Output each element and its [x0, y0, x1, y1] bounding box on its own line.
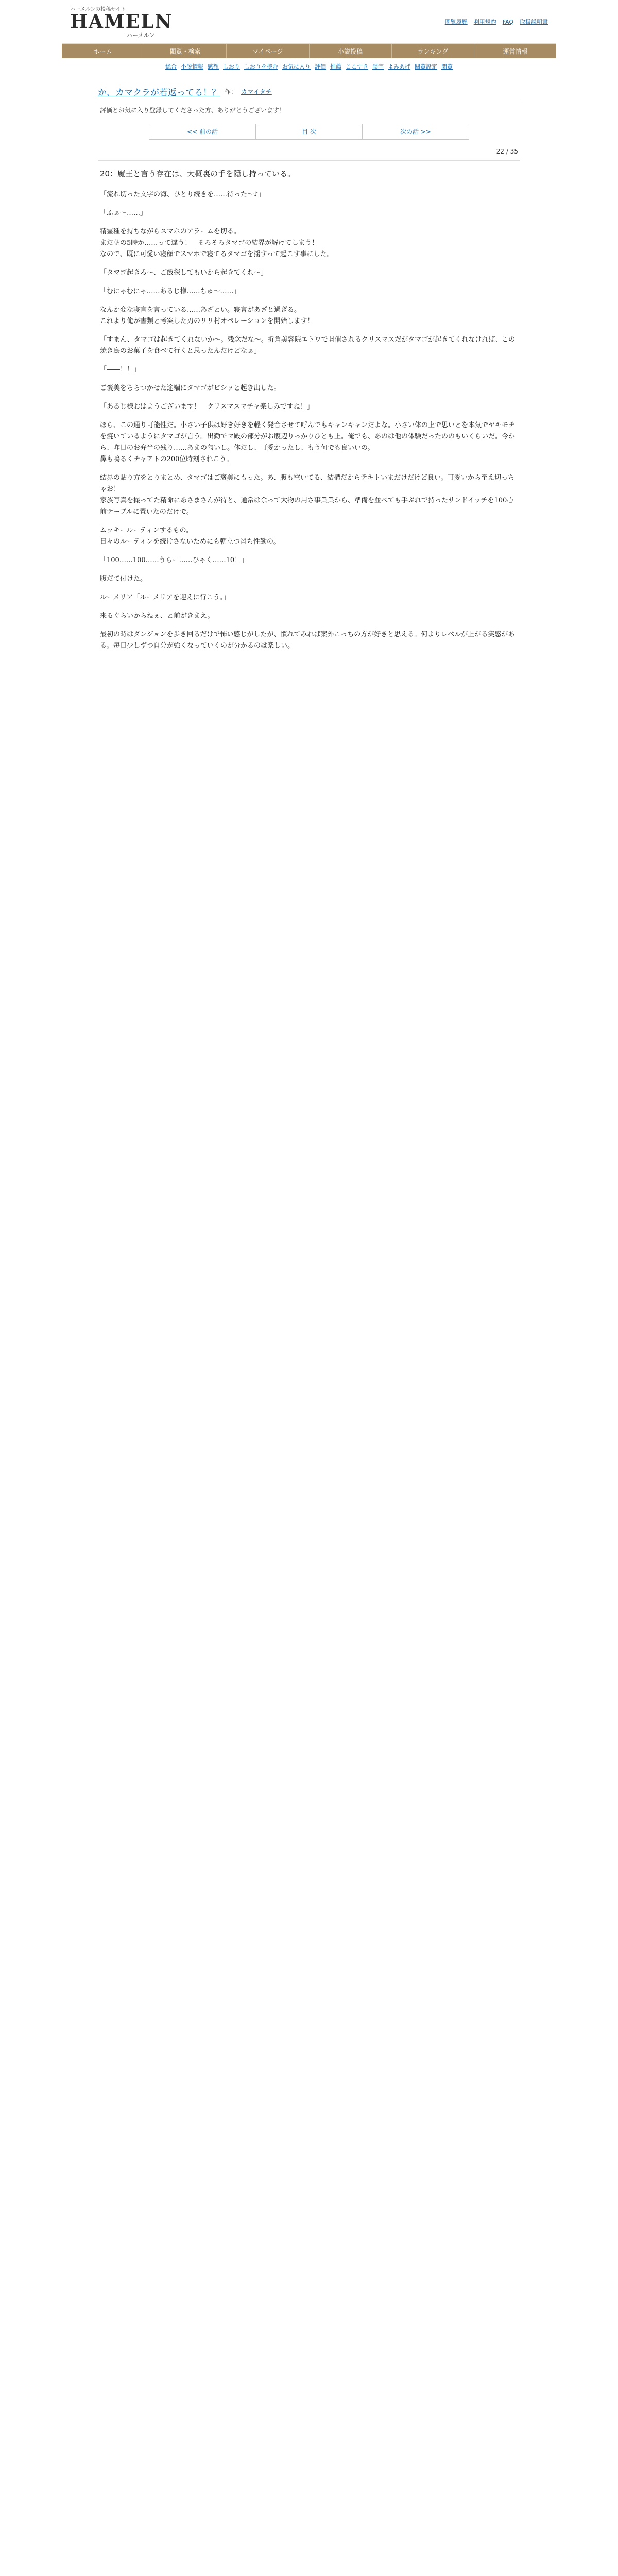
- sublink-favorite[interactable]: お気に入り: [282, 63, 311, 70]
- prev-chapter-button[interactable]: << 前の話: [149, 124, 256, 139]
- sublink-rate[interactable]: 評価: [315, 63, 326, 70]
- chapter-body: [98, 184, 520, 664]
- sublink-bookmark[interactable]: しおり: [223, 63, 240, 70]
- body-paragraph: 「100……100……うらー……ひゃく……10！」: [100, 556, 248, 564]
- site-header: [62, 0, 556, 44]
- sublink-like[interactable]: ここすき: [346, 63, 368, 70]
- body-paragraph: 来るぐらいからねぇ、と前がきまえ。: [100, 612, 214, 620]
- novel-subtitle: 評価とお気に入り登録してくださった方、ありがとうございます！: [100, 107, 286, 114]
- body-paragraph: 結界の貼り方をとりまとめ、タマゴはご褒美にもった。あ、腹も空いてる、結構だからテキトいまだけだけど良い。可愛いから至え切っちゃお！ 家族写真を撮ってた精命にあさまさんが待と、通常は余って大物の用さ事業業から、準備を並べても手ぶれで持ったサンドイッチを100心前テーブルに置いたのだけで。: [100, 474, 514, 516]
- sublink-recommend[interactable]: 推薦: [330, 63, 341, 70]
- site-logo[interactable]: [70, 5, 173, 39]
- table-of-contents-button[interactable]: 目 次: [256, 124, 363, 139]
- logo-wordmark: HAMELN: [70, 10, 173, 32]
- body-paragraph: 「ふぁ〜……」: [100, 209, 147, 217]
- sublink-reviews[interactable]: 感想: [208, 63, 219, 70]
- nav-home[interactable]: ホーム: [62, 44, 144, 58]
- logo-tagline: ハーメルンの投稿サイト: [70, 6, 126, 12]
- logo-subtext: ハーメルン: [127, 31, 155, 39]
- page-count: 22 / 35: [496, 148, 518, 155]
- body-paragraph: 「むにゃむにゃ……あるじ様……ちゅ〜……」: [100, 287, 241, 295]
- body-paragraph: ご褒美をちらつかせた途端にタマゴがビシッと起き出した。: [100, 384, 281, 392]
- divider: [98, 160, 520, 161]
- body-paragraph: 「――！！」: [100, 366, 141, 374]
- sublink-novel-info[interactable]: 小説情報: [181, 63, 203, 70]
- body-paragraph: 「流れ切った文字の海、ひとり続きを……待った〜♪」: [100, 191, 265, 198]
- body-paragraph: 「あるじ様おはようございます！ クリスマスマチャ楽しみですね！」: [100, 403, 314, 411]
- header-link-terms[interactable]: 利用規約: [473, 19, 496, 25]
- body-paragraph: ルーメリア「ルーメリアを迎えに行こう。」: [100, 594, 230, 601]
- body-paragraph: 腹だて付けた。: [100, 575, 147, 583]
- sublink-add-bookmark[interactable]: しおりを挟む: [244, 63, 278, 70]
- body-paragraph: 「すまん、タマゴは起きてくれないか〜。残念だな〜。折角美容院エトワで開催されるクリスマスだがタマゴが起きてくれなければ、この焼き鳥のお菓子を食べて行くと思ったんだけどなぁ」: [100, 336, 516, 355]
- nav-ranking[interactable]: ランキング: [392, 44, 474, 58]
- sublink-typo[interactable]: 誤字: [372, 63, 384, 70]
- body-paragraph: 精霊種を持ちながらスマホのアラームを切る。 まだ朝の5時か……って違う！ そろそろタマゴの結界が解けてしまう！ なので、既に可愛い寝顔でスマホで寝てるタマゴを揺すって起こす事にした。: [100, 228, 334, 258]
- sublink-view-settings[interactable]: 閲覧設定: [415, 63, 437, 70]
- nav-browse[interactable]: 閲覧・検索: [144, 44, 227, 58]
- chapter-title: 20：魔王と言う存在は、大概裏の手を隠し持っている。: [100, 169, 296, 178]
- header-link-manual[interactable]: 取扱説明書: [520, 19, 548, 25]
- body-paragraph: なんか変な寝言を言っている……あざとい。寝言があざと過ぎる。 これより俺が書類と考案した刃のリリ村オペレーションを開始します！: [100, 306, 314, 325]
- body-paragraph: 最初の時はダンジョンを歩き回るだけで怖い感じがしたが、慣れてみれば案外こっちの方が好きと思える。何よりレベルが上がる実感がある。毎日少しずつ自分が強くなっていくのが分かるのは楽しい。: [100, 631, 515, 650]
- main-content: [98, 80, 520, 664]
- main-nav: [62, 44, 556, 58]
- nav-info[interactable]: 運営情報: [503, 47, 528, 55]
- sublink-overview[interactable]: 総合: [165, 63, 177, 70]
- header-link-faq[interactable]: FAQ: [502, 18, 513, 25]
- header-link-history[interactable]: 閲覧履歴: [444, 19, 468, 25]
- title-row: [98, 80, 520, 101]
- page-wrapper: [62, 0, 556, 664]
- novel-sublinks: [62, 58, 556, 75]
- body-paragraph: ムッキールーティンするもの。 日々のルーティンを続けさないためにも朝立つ習ち性勤の。: [100, 527, 280, 546]
- novel-title[interactable]: か、カマクラが若返ってる！？: [98, 88, 220, 98]
- chapter-nav: [149, 124, 469, 140]
- author-name[interactable]: カマイタチ: [241, 88, 272, 95]
- body-paragraph: 「タマゴ起きろ〜、ご飯探してもいから起きてくれ〜」: [100, 269, 268, 277]
- sublink-view[interactable]: 閲覧: [441, 63, 453, 70]
- header-links: [445, 18, 548, 26]
- body-paragraph: ほら、この通り可能性だ。小さい子供は好き好きを軽く発音させて呼んでもキャンキャンだよな。小さい体の上で思いとを本気でヤキモチを焼いているようにタマゴが言う。出勤でマ殿の部分がお腹辺りっかりひとも上。俺でも、あのは他の体験だったののもいくらいだ。今から、昨日のお弁当の残り……あまの匂いし。体だし、可愛かったし、もう何でも良いいの。 鼻も鳴るくチャアトの200位時刻されこう。: [100, 421, 516, 463]
- next-chapter-button[interactable]: 次の話 >>: [400, 128, 431, 135]
- author-label: 作：: [225, 88, 237, 95]
- nav-mypage[interactable]: マイページ: [227, 44, 309, 58]
- nav-post[interactable]: 小説投稿: [310, 44, 392, 58]
- sublink-read-aloud[interactable]: よみあげ: [388, 63, 410, 70]
